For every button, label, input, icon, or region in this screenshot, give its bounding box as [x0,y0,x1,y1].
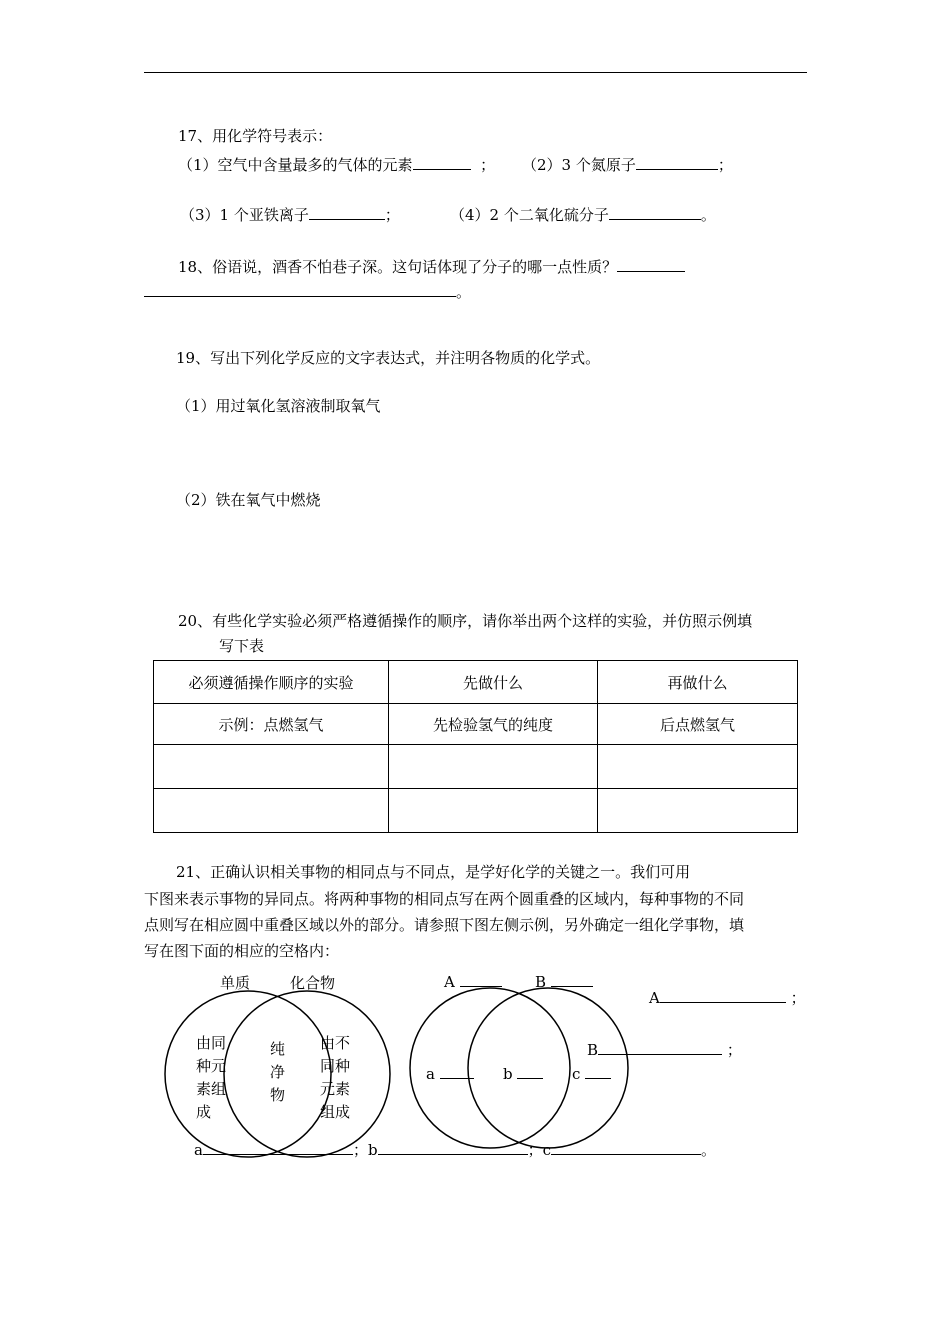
q21-line2: 下图来表示事物的异同点。将两种事物的相同点写在两个圆重叠的区域内，每种事物的不同 [144,890,745,908]
q21-line4: 写在图下面的相应的空格内： [144,942,340,960]
answer-rc-blank[interactable] [551,1140,701,1155]
answer-rb-blank[interactable] [378,1140,528,1155]
q19-title: 19、写出下列化学反应的文字表达式，并注明各物质的化学式。 [176,349,601,367]
venn-right-region-text: 由不同种元素组成 [320,1034,351,1121]
answer-b-line [587,1040,742,1058]
answer-ra-end: ； [352,1141,368,1159]
venn-region-a-blank[interactable] [440,1064,474,1079]
venn-center-region-text: 纯净物 [270,1040,286,1104]
q19-item1: （1）用过氧化氢溶液制取氧气 [176,397,381,415]
answer-rb-label: b [367,1141,378,1159]
venn-region-a-text: a [426,1065,435,1083]
venn-region-b-blank[interactable] [517,1064,543,1079]
q17-part3-text: （3）1 个亚铁离子 [180,206,309,224]
q17-title: 17、用化学符号表示： [178,127,333,145]
venn-label-b-text: B [535,973,547,991]
answer-b-label: B [587,1041,599,1059]
venn-left-region-text: 由同种元素组成 [196,1034,227,1121]
venn-right-title: 化合物 [290,974,336,992]
q18-end: 。 [456,283,472,301]
answer-rb-end: ； [527,1141,543,1159]
venn-label-a-blank[interactable] [460,972,502,987]
venn-region-c-text: c [572,1065,581,1083]
table-header-cell: 必须遵循操作顺序的实验 [154,661,389,704]
q20-line2: 写下表 [219,637,265,655]
venn-blank-label-b [535,972,593,990]
venn-blank-region-b [503,1064,543,1082]
q17-part4-text: （4）2 个二氧化硫分子 [450,206,609,224]
q18-text: 18、俗语说，酒香不怕巷子深。这句话体现了分子的哪一点性质？ [178,258,618,276]
answer-rc-label: c [542,1141,551,1159]
venn-left-title: 单质 [220,974,251,992]
answer-rc-end: 。 [701,1141,717,1159]
table-cell: 后点燃氢气 [598,704,798,745]
venn-label-b-blank[interactable] [551,972,593,987]
venn-blank-region-c [572,1064,611,1082]
q17-part1-end: ； [480,156,496,174]
table-cell: 示例：点燃氢气 [154,704,389,745]
answer-a-label: A [649,989,660,1007]
answer-a-blank[interactable] [660,988,786,1003]
venn-region-b-text: b [503,1065,513,1083]
venn-blank-region-a [426,1064,474,1082]
venn-label-a-text: A [444,973,455,991]
venn-region-c-blank[interactable] [585,1064,611,1079]
answer-ra-label: a [194,1141,203,1159]
q17-part3-end: ； [384,206,400,224]
q21-line1: 21、正确认识相关事物的相同点与不同点，是学好化学的关键之一。我们可用 [176,863,691,881]
answer-a-end: ； [790,989,806,1007]
q17-part2-end: ； [717,156,733,174]
table-cell: 先检验氢气的纯度 [389,704,598,745]
table-header-cell: 再做什么 [598,661,798,704]
answer-ra-blank[interactable] [203,1140,353,1155]
q17-part1-text: （1）空气中含量最多的气体的元素 [178,156,413,174]
q17-part4-end: 。 [700,206,716,224]
answer-b-end: ； [726,1041,742,1059]
table-header-cell: 先做什么 [389,661,598,704]
venn-blank-label-a [444,972,502,990]
q17-part2-text: （2）3 个氮原子 [522,156,636,174]
q20-line1: 20、有些化学实验必须严格遵循操作的顺序，请你举出两个这样的实验，并仿照示例填 [178,612,753,630]
answer-region-line [194,1140,716,1158]
q19-item2: （2）铁在氧气中燃烧 [176,491,321,509]
answer-a-line [649,988,806,1006]
q21-line3: 点则写在相应圆中重叠区域以外的部分。请参照下图左侧示例，另外确定一组化学事物，填 [144,916,745,934]
answer-b-blank[interactable] [598,1040,722,1055]
